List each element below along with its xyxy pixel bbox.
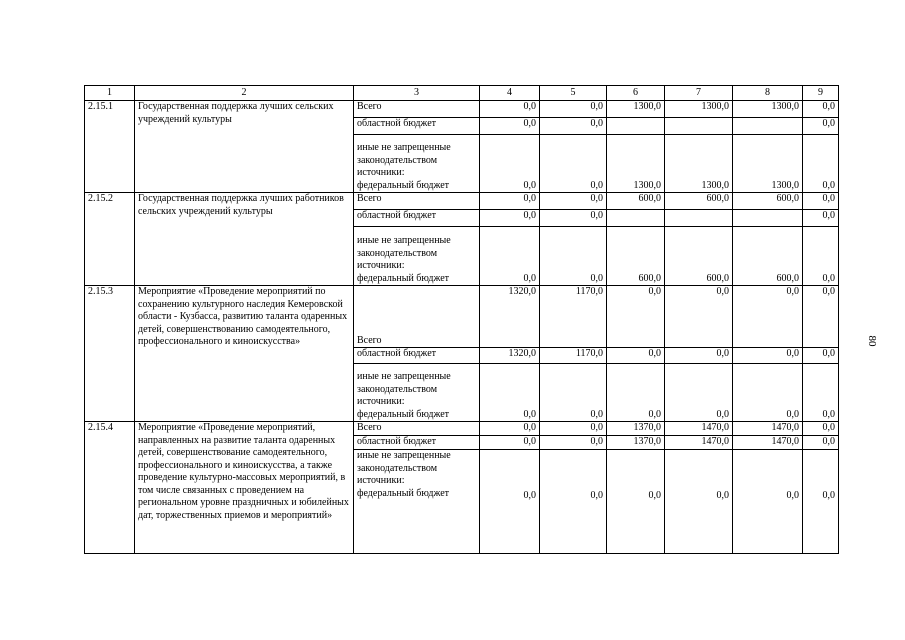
value-cell: 0,0 — [803, 364, 839, 422]
header-cell: 5 — [540, 86, 607, 101]
source-label: областной бюджет — [354, 210, 480, 227]
value-cell: 0,0 — [733, 348, 803, 364]
value-cell: 1320,0 — [480, 286, 540, 348]
header-cell: 8 — [733, 86, 803, 101]
row-name: Государственная поддержка лучших работников сельских учреждений культуры — [135, 193, 354, 286]
value-cell: 0,0 — [540, 193, 607, 210]
value-cell: 0,0 — [803, 193, 839, 210]
value-cell: 0,0 — [540, 101, 607, 118]
value-cell: 0,0 — [480, 135, 540, 193]
header-cell: 3 — [354, 86, 480, 101]
header-cell: 9 — [803, 86, 839, 101]
value-cell: 0,0 — [480, 193, 540, 210]
value-cell: 0,0 — [803, 227, 839, 286]
source-label: областной бюджет — [354, 436, 480, 450]
value-cell: 1300,0 — [733, 135, 803, 193]
value-cell: 0,0 — [803, 348, 839, 364]
other-sources-label: иные не запрещенные законодательством источники: — [357, 235, 451, 271]
value-cell: 600,0 — [607, 227, 665, 286]
value-cell: 0,0 — [665, 286, 733, 348]
value-cell: 0,0 — [480, 101, 540, 118]
value-cell: 1170,0 — [540, 348, 607, 364]
value-cell: 0,0 — [803, 135, 839, 193]
source-label: областной бюджет — [354, 348, 480, 364]
value-cell: 1300,0 — [607, 101, 665, 118]
value-cell: 0,0 — [803, 101, 839, 118]
row-name: Государственная поддержка лучших сельских учреждений культуры — [135, 101, 354, 193]
value-cell: 0,0 — [607, 286, 665, 348]
value-cell: 0,0 — [803, 436, 839, 450]
other-sources-label: иные не запрещенные законодательством источники: — [357, 371, 451, 407]
value-cell: 0,0 — [540, 436, 607, 450]
value-cell: 0,0 — [803, 210, 839, 227]
value-cell — [607, 210, 665, 227]
header-cell: 1 — [85, 86, 135, 101]
value-cell: 1370,0 — [607, 436, 665, 450]
value-cell: 1300,0 — [733, 101, 803, 118]
page-number: 80 — [866, 335, 878, 347]
value-cell: 0,0 — [803, 118, 839, 135]
source-label: Всего — [354, 286, 480, 348]
value-cell: 0,0 — [665, 364, 733, 422]
value-cell: 0,0 — [480, 436, 540, 450]
value-cell: 0,0 — [480, 364, 540, 422]
header-cell: 4 — [480, 86, 540, 101]
header-cell: 2 — [135, 86, 354, 101]
source-label: Всего — [354, 193, 480, 210]
source-label: областной бюджет — [354, 118, 480, 135]
federal-label: федеральный бюджет — [357, 179, 450, 191]
value-cell: 1300,0 — [665, 101, 733, 118]
table-row — [85, 101, 839, 118]
value-cell: 0,0 — [607, 450, 665, 554]
header-cell: 6 — [607, 86, 665, 101]
row-code: 2.15.1 — [85, 101, 135, 193]
other-sources-label: иные не запрещенные законодательством источники: — [357, 450, 451, 486]
header-row — [85, 86, 839, 101]
value-cell: 0,0 — [540, 118, 607, 135]
value-cell: 1300,0 — [607, 135, 665, 193]
value-cell: 0,0 — [480, 227, 540, 286]
value-cell: 0,0 — [540, 422, 607, 436]
value-cell: 0,0 — [540, 210, 607, 227]
value-cell: 0,0 — [540, 364, 607, 422]
table-row — [85, 193, 839, 210]
value-cell — [733, 118, 803, 135]
value-cell: 0,0 — [540, 450, 607, 554]
other-sources-label: иные не запрещенные законодательством источники: — [357, 142, 451, 178]
value-cell: 600,0 — [665, 193, 733, 210]
source-label: Всего — [354, 422, 480, 436]
value-cell: 0,0 — [480, 422, 540, 436]
value-cell: 1470,0 — [665, 422, 733, 436]
row-code: 2.15.2 — [85, 193, 135, 286]
value-cell: 0,0 — [540, 227, 607, 286]
value-cell: 1170,0 — [540, 286, 607, 348]
value-cell: 0,0 — [607, 364, 665, 422]
value-cell: 600,0 — [733, 227, 803, 286]
value-cell: 0,0 — [480, 210, 540, 227]
source-label — [354, 227, 480, 286]
value-cell: 1470,0 — [665, 436, 733, 450]
value-cell: 0,0 — [803, 286, 839, 348]
value-cell — [665, 118, 733, 135]
table-row — [85, 422, 839, 436]
value-cell: 0,0 — [803, 422, 839, 436]
source-label — [354, 364, 480, 422]
value-cell: 600,0 — [607, 193, 665, 210]
value-cell: 0,0 — [665, 450, 733, 554]
value-cell: 1320,0 — [480, 348, 540, 364]
value-cell — [607, 118, 665, 135]
value-cell: 1370,0 — [607, 422, 665, 436]
federal-label: федеральный бюджет — [357, 272, 450, 284]
source-label: Всего — [354, 101, 480, 118]
row-name: Мероприятие «Проведение мероприятий, направленных на развитие таланта одаренных детей, совершенствование самодеятельного, профессионального и киноискусства, а также проведение культурно-массовых мероприятий, в том числе связанных с проведением на региональном уровне праздничных и юбилейных дат, торжественных приемов и мероприятий» — [135, 422, 354, 554]
row-name: Мероприятие «Проведение мероприятий по сохранению культурного наследия Кемеровской области - Кузбасса, развитию таланта одаренных детей, совершенствованию самодеятельного, профессионального и киноискусства» — [135, 286, 354, 422]
value-cell: 0,0 — [803, 450, 839, 554]
value-cell — [733, 210, 803, 227]
value-cell: 1470,0 — [733, 436, 803, 450]
row-code: 2.15.4 — [85, 422, 135, 554]
value-cell: 0,0 — [665, 348, 733, 364]
header-cell: 7 — [665, 86, 733, 101]
value-cell: 1300,0 — [665, 135, 733, 193]
federal-label: федеральный бюджет — [357, 408, 450, 420]
source-label — [354, 450, 480, 554]
value-cell: 1470,0 — [733, 422, 803, 436]
value-cell: 600,0 — [665, 227, 733, 286]
value-cell: 0,0 — [733, 364, 803, 422]
table-row — [85, 286, 839, 348]
budget-table — [84, 85, 839, 554]
value-cell: 0,0 — [733, 450, 803, 554]
value-cell: 0,0 — [480, 450, 540, 554]
value-cell: 0,0 — [540, 135, 607, 193]
federal-label: федеральный бюджет — [357, 487, 450, 499]
value-cell: 0,0 — [733, 286, 803, 348]
value-cell: 0,0 — [607, 348, 665, 364]
source-label — [354, 135, 480, 193]
value-cell: 600,0 — [733, 193, 803, 210]
value-cell — [665, 210, 733, 227]
row-code: 2.15.3 — [85, 286, 135, 422]
value-cell: 0,0 — [480, 118, 540, 135]
